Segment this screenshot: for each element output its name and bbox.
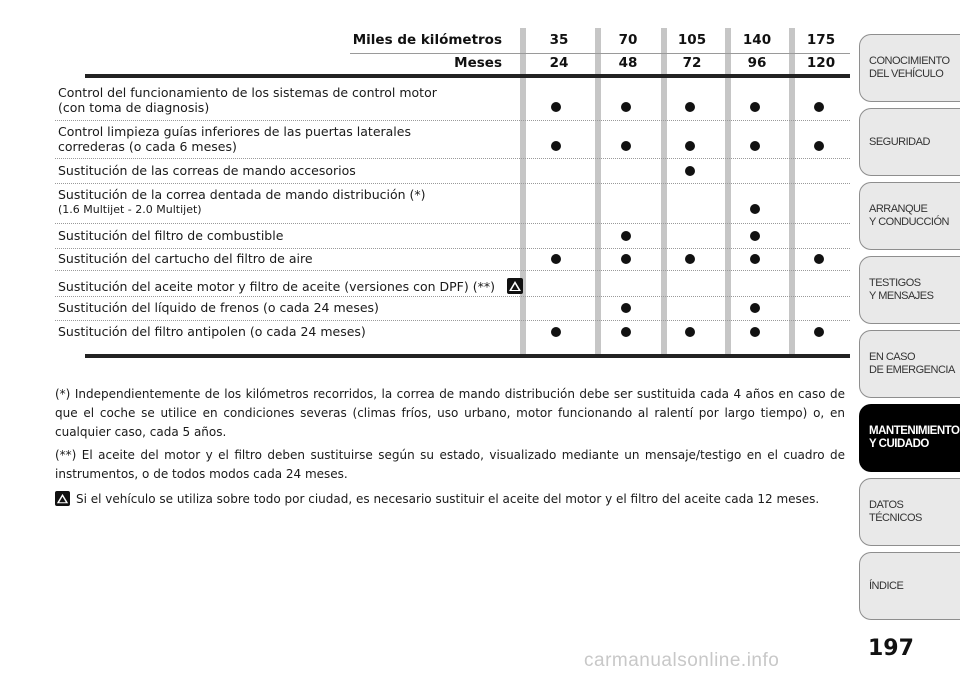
months-cell: 48 [618, 55, 638, 71]
check-dot [750, 102, 760, 112]
check-dot [750, 327, 760, 337]
row-divider [55, 320, 850, 321]
footnote-city-use-text: Si el vehículo se utiliza sobre todo por ciudad, es necesario sustituir el aceite del motor y el filtro del aceite cada 12 meses. [76, 492, 820, 506]
row-text-line: Control del funcionamiento de los sistemas de control motor [58, 85, 437, 100]
warning-triangle-icon [55, 491, 70, 506]
footnote-engine-oil: (**) El aceite del motor y el filtro deben sustituirse según su estado, visualizado mediante un mensaje/testigo en el cuadro de instrumentos, o de todos modos cada 24 meses. [55, 448, 845, 481]
warning-triangle-icon [507, 278, 523, 294]
row-text-line: Sustitución de las correas de mando accesorios [58, 163, 356, 178]
check-dot [621, 254, 631, 264]
km-cell: 105 [677, 32, 707, 48]
header-km-row [55, 30, 850, 52]
row-divider [55, 158, 850, 159]
table-top-rule [85, 74, 850, 78]
row-divider [55, 296, 850, 297]
check-dot [621, 327, 631, 337]
footnotes [55, 385, 845, 513]
check-dot [685, 254, 695, 264]
page-number: 197 [868, 636, 914, 661]
months-cell: 96 [747, 55, 767, 71]
header-months-row [55, 53, 850, 75]
km-cell: 70 [618, 32, 638, 48]
months-cell: 24 [549, 55, 569, 71]
row-text-line: Sustitución del filtro antipolen (o cada 24 meses) [58, 324, 366, 339]
check-dot [750, 141, 760, 151]
tab-datos-tecnicos[interactable]: DATOS TÉCNICOS [859, 478, 960, 546]
tab-indice[interactable]: ÍNDICE [859, 552, 960, 620]
check-dot [551, 327, 561, 337]
check-dot [685, 102, 695, 112]
tab-conocimiento-del-vehiculo[interactable]: CONOCIMIENTO DEL VEHÍCULO [859, 34, 960, 102]
row-text-line: Sustitución del filtro de combustible [58, 228, 284, 243]
row-text-line: Sustitución del aceite motor y filtro de aceite (versiones con DPF) (**) [58, 279, 495, 294]
km-cell: 35 [549, 32, 569, 48]
check-dot [685, 141, 695, 151]
months-cell: 120 [806, 55, 836, 71]
check-dot [814, 102, 824, 112]
km-cell: 175 [806, 32, 836, 48]
months-cell: 72 [682, 55, 702, 71]
check-dot [621, 231, 631, 241]
check-dot [551, 102, 561, 112]
watermark: carmanualsonline.info [584, 650, 780, 671]
check-dot [551, 141, 561, 151]
row-text-line: Control limpieza guías inferiores de las puertas laterales [58, 124, 411, 139]
check-dot [621, 141, 631, 151]
check-dot [814, 327, 824, 337]
check-dot [750, 204, 760, 214]
row-text-line: correderas (o cada 6 meses) [58, 139, 237, 154]
check-dot [750, 254, 760, 264]
months-row-label: Meses [454, 55, 502, 71]
check-dot [814, 141, 824, 151]
tab-en-caso-de-emergencia[interactable]: EN CASO DE EMERGENCIA [859, 330, 960, 398]
row-divider [55, 183, 850, 184]
check-dot [551, 254, 561, 264]
row-text-line: (1.6 Multijet - 2.0 Multijet) [58, 203, 202, 216]
check-dot [750, 231, 760, 241]
check-dot [814, 254, 824, 264]
row-divider [55, 120, 850, 121]
footnote-city-use [55, 488, 845, 509]
row-divider [55, 270, 850, 271]
row-divider [55, 248, 850, 249]
tab-seguridad[interactable]: SEGURIDAD [859, 108, 960, 176]
row-text-line: Sustitución del cartucho del filtro de aire [58, 251, 313, 266]
row-text-line: Sustitución de la correa dentada de mando distribución (*) [58, 187, 426, 202]
km-row-label: Miles de kilómetros [352, 32, 502, 48]
row-text-line: Sustitución del líquido de frenos (o cada 24 meses) [58, 300, 379, 315]
tab-mantenimiento-y-cuidado[interactable]: MANTENIMIENTO Y CUIDADO [859, 404, 960, 472]
km-cell: 140 [742, 32, 772, 48]
footnote-timing-belt: (*) Independientemente de los kilómetros recorridos, la correa de mando distribución debe ser sustituida cada 4 años en caso de que el coche se utilice en condiciones severas (climas fríos, uso urbano, motor funcionando al ralentí por largo tiempo) o, en cualquier caso, cada 5 años. [55, 387, 845, 439]
check-dot [685, 327, 695, 337]
tab-testigos-y-mensajes[interactable]: TESTIGOS Y MENSAJES [859, 256, 960, 324]
tab-arranque-y-conduccion[interactable]: ARRANQUE Y CONDUCCIÓN [859, 182, 960, 250]
row-text-line: (con toma de diagnosis) [58, 100, 210, 115]
row-divider [55, 223, 850, 224]
table-bottom-rule [85, 354, 850, 358]
check-dot [621, 303, 631, 313]
check-dot [621, 102, 631, 112]
check-dot [750, 303, 760, 313]
check-dot [685, 166, 695, 176]
